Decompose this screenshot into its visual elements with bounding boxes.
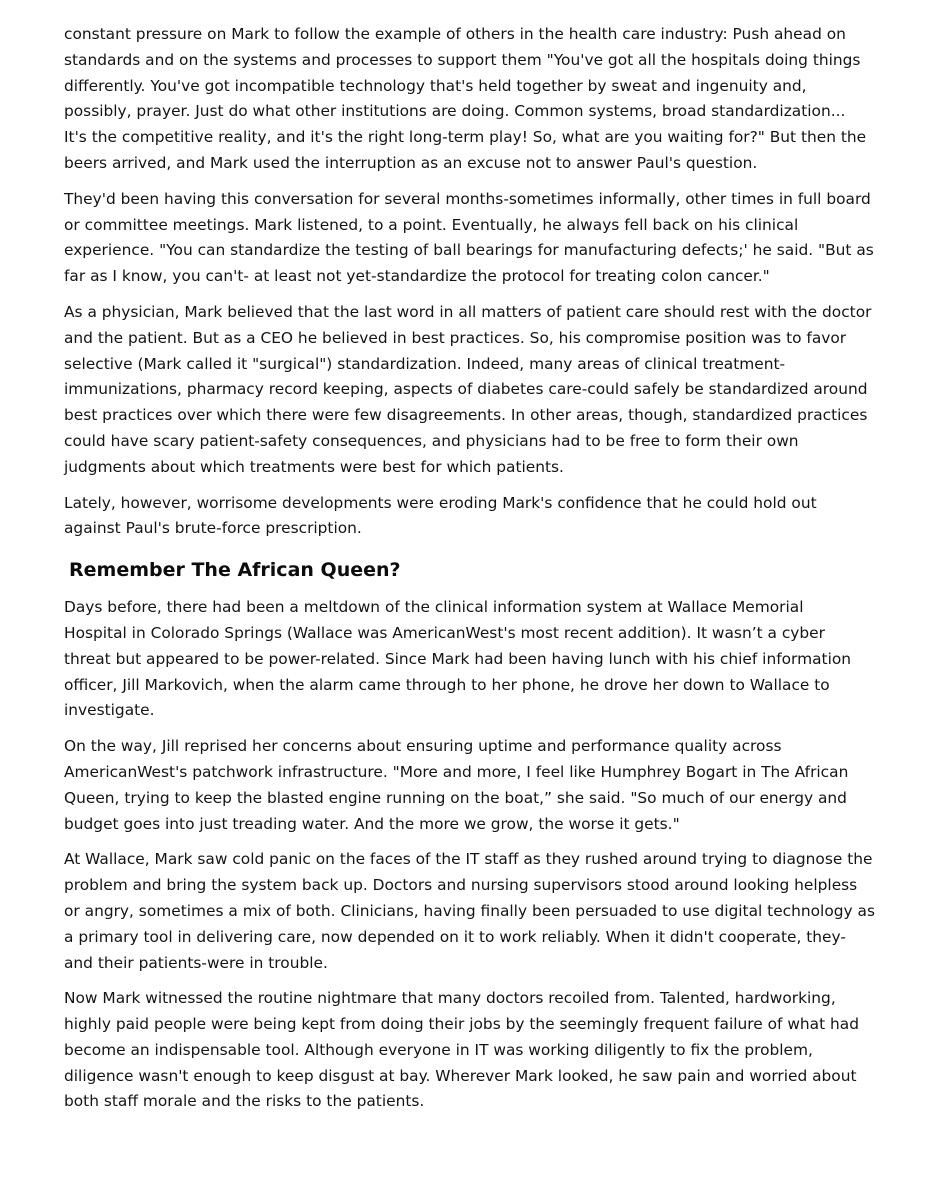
section-heading: Remember The African Queen? bbox=[69, 559, 401, 582]
paragraph-jill-concerns: On the way, Jill reprised her concerns about ensuring uptime and performance quality across AmericanWest's patchwork infrastructure. "More and more, I feel like Humphrey Bogart in The African Queen, trying to keep the blasted engine running on the boat,” she said. "So much of our energy and budget goes into just treading water. And the more we grow, the worse it gets." bbox=[64, 737, 849, 833]
paragraph-routine-nightmare: Now Mark witnessed the routine nightmare that many doctors recoiled from. Talented, hardworking, highly paid people were being kept from doing their jobs by the seemingly frequent failure of what had become an indispensable tool. Although everyone in IT was working diligently to fix the problem, diligence wasn't enough to keep disgust at bay. Wherever Mark looked, he saw pain and worried about both staff morale and the risks to the patients. bbox=[64, 989, 859, 1111]
paragraph-cold-panic: At Wallace, Mark saw cold panic on the faces of the IT staff as they rushed around trying to diagnose the problem and bring the system back up. Doctors and nursing supervisors stood around looking helpless or angry, sometimes a mix of both. Clinicians, having finally been persuaded to use digital technology as a primary tool in delivering care, now depended on it to work reliably. When it didn't cooperate, they- and their patients-were in trouble. bbox=[64, 850, 875, 972]
paragraph-physician-ceo: As a physician, Mark believed that the last word in all matters of patient care should rest with the doctor and the patient. But as a CEO he believed in best practices. So, his compromise position was to favor selective (Mark called it "surgical") standardization. Indeed, many areas of clinical treatment- immunizations, pharmacy record keeping, aspects of diabetes care-could safely be standardized around best practices over which there were few disagreements. In other areas, though, standardized practices could have scary patient-safety consequences, and physicians had to be free to form their own judgments about which treatments were best for which patients. bbox=[64, 302, 872, 476]
paragraph-meltdown: Days before, there had been a meltdown of the clinical information system at Wallace Memorial Hospital in Colorado Springs (Wallace was AmericanWest's most recent addition). It wasn’t a cyber threat but appeared to be power-related. Since Mark had been having lunch with his chief information officer, Jill Markovich, when the alarm came through to her phone, he drove her down to Wallace to investigate. bbox=[64, 598, 852, 720]
document-page bbox=[64, 22, 916, 1125]
paragraph-lately-worrisome: Lately, however, worrisome developments were eroding Mark's confidence that he could hold out against Paul's brute-force prescription. bbox=[64, 493, 817, 538]
paragraph-conversation-months: They'd been having this conversation for several months-sometimes informally, other times in full board or committee meetings. Mark listened, to a point. Eventually, he always fell back on his clinical experience. "You can standardize the testing of ball bearings for manufacturing defects;' he said. "But as far as I know, you can't- at least not yet-standardize the protocol for treating colon cancer." bbox=[64, 189, 874, 286]
paragraph-pressure-on-mark: constant pressure on Mark to follow the example of others in the health care industry: Push ahead on standards and on the systems and processes to support them "You've got all the hospitals doing things differently. You've got incompatible technology that's held together by sweat and ingenuity and, possibly, prayer. Just do what other institutions are doing. Common systems, broad standardization... It's the competitive reality, and it's the right long-term play! So, what are you waiting for?" But then the beers arrived, and Mark used the interruption as an excuse not to answer Paul's question. bbox=[64, 25, 867, 172]
